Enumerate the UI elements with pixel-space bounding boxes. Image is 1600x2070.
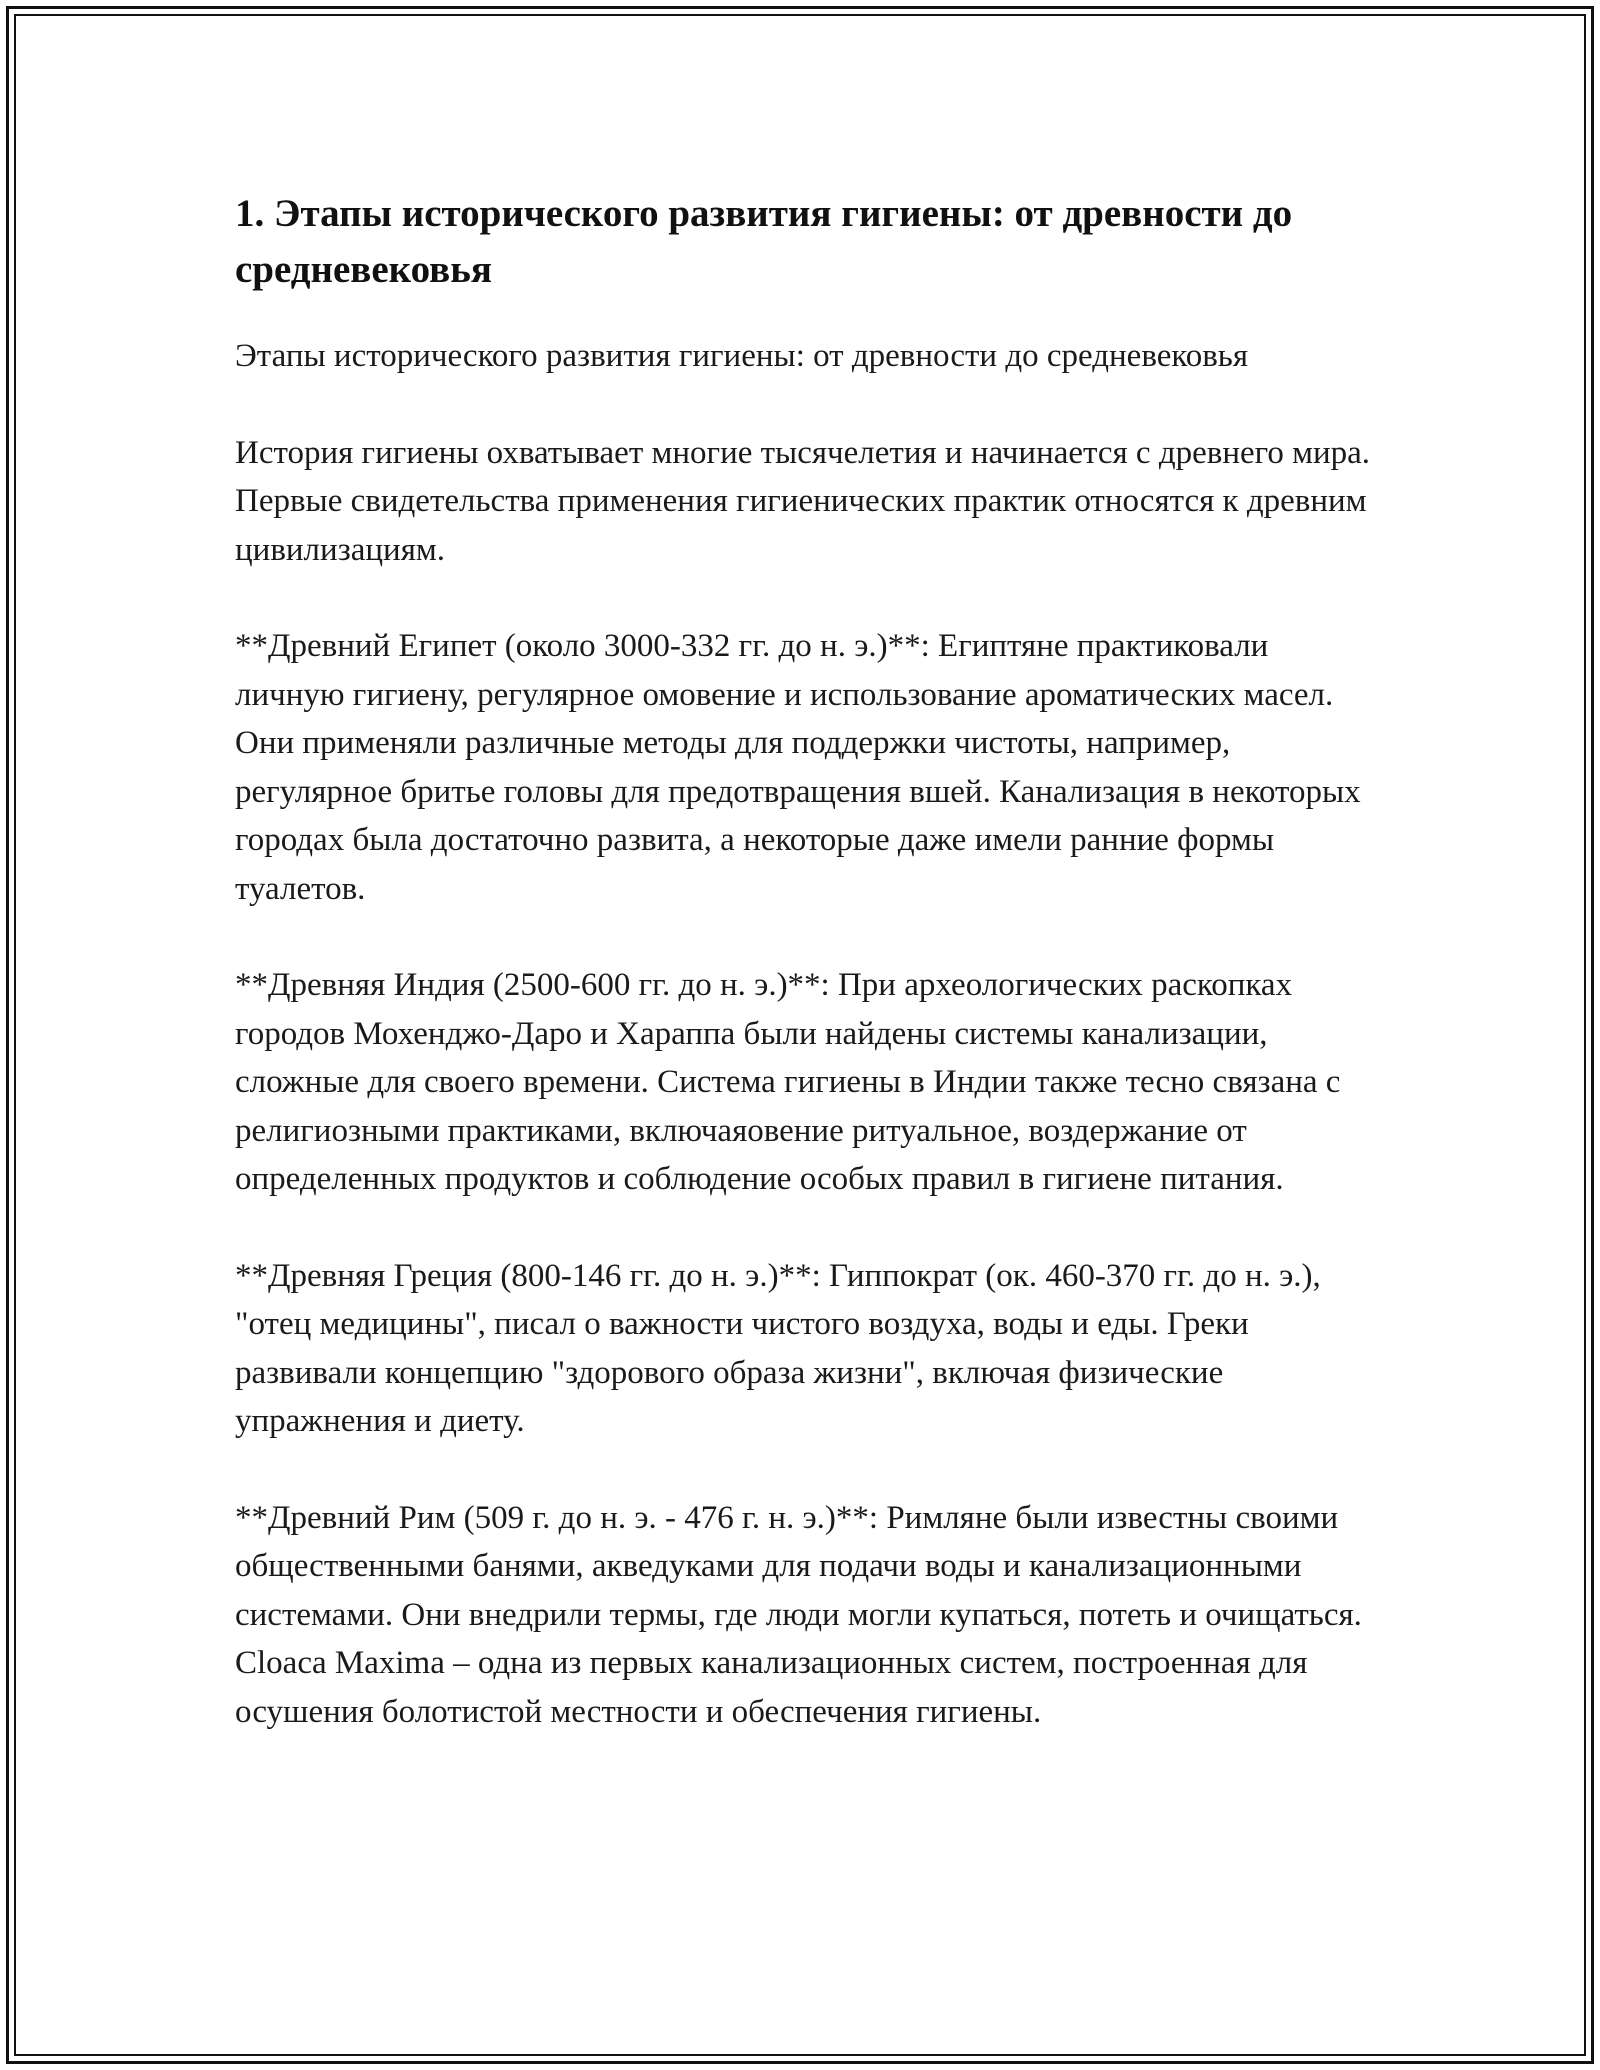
document-body xyxy=(235,186,1375,1784)
greece-paragraph: **Древняя Греция (800-146 гг. до н. э.)**: Гиппократ (ок. 460-370 гг. до н. э.), "отец медицины", писал о важности чистого воздуха, воды и еды. Греки развивали концепцию "здорового образа жизни", включая физические упражнения и диету. xyxy=(235,1257,1321,1439)
egypt-paragraph: **Древний Египет (около 3000-332 гг. до н. э.)**: Египтяне практиковали личную гигиену, регулярное омовение и использование ароматических масел. Они применяли различные методы для поддержки чистоты, например, регулярное бритье головы для предотвращения вшей. Канализация в некоторых городах была достаточно развита, а некоторые даже имели ранние формы туалетов. xyxy=(235,628,1361,907)
rome-paragraph: **Древний Рим (509 г. до н. э. - 476 г. н. э.)**: Римляне были известны своими общественными банями, акведуками для подачи воды и канализационными системами. Они внедрили термы, где люди могли купаться, потеть и очищаться. Cloaca Maxima – одна из первых канализационных систем, построенная для осушения болотистой местности и обеспечения гигиены. xyxy=(235,1499,1362,1730)
intro-paragraph: История гигиены охватывает многие тысячелетия и начинается с древнего мира. Первые свидетельства применения гигиенических практик относятся к древним цивилизациям. xyxy=(235,434,1371,568)
india-paragraph: **Древняя Индия (2500-600 гг. до н. э.)**: При археологических раскопках городов Мохенджо-Даро и Хараппа были найдены системы канализации, сложные для своего времени. Система гигиены в Индии также тесно связана с религиозными практиками, включаяовение ритуальное, воздержание от определенных продуктов и соблюдение особых правил в гигиене питания. xyxy=(235,967,1341,1197)
intro-title-paragraph: Этапы исторического развития гигиены: от древности до средневековья xyxy=(235,338,1249,374)
section-heading: 1. Этапы исторического развития гигиены: от древности до средневековья xyxy=(235,192,1293,291)
